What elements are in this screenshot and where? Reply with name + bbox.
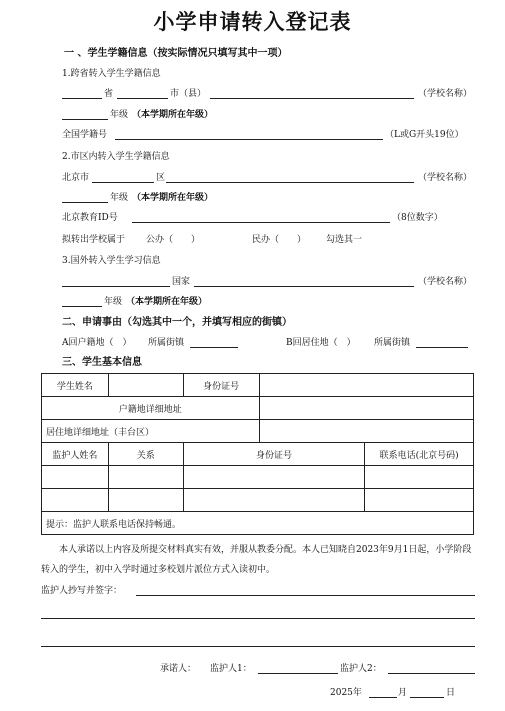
intracity-title-line bbox=[0, 150, 505, 165]
abroad-title: 3.国外转入学生学习信息 bbox=[62, 256, 161, 266]
edu-id-line bbox=[0, 211, 505, 226]
country-field[interactable] bbox=[62, 275, 170, 287]
grade-label: 年级 bbox=[110, 110, 129, 120]
relation-cell[interactable] bbox=[108, 489, 183, 512]
guardian-name-cell[interactable] bbox=[42, 489, 109, 512]
guardian2-sign-field[interactable] bbox=[388, 662, 475, 674]
id-number-label: 身份证号 bbox=[183, 374, 259, 397]
grade-field-3[interactable] bbox=[62, 295, 102, 307]
date-line bbox=[0, 686, 505, 701]
pledge-text: 本人承诺以上内容及所提交材料真实有效，并服从教委分配。本人已知晓自2023年9月1日起，小学阶段转入的学生，初中入学时通过多校划片派位方式入读初中。 bbox=[41, 545, 472, 575]
beijing-label: 北京市 bbox=[62, 173, 90, 183]
national-id-note: （L或G开头19位） bbox=[385, 130, 464, 140]
table-row bbox=[42, 466, 474, 489]
street-a-label: 所属街镇 bbox=[148, 338, 185, 348]
table-row bbox=[42, 443, 474, 466]
student-name-cell[interactable] bbox=[108, 374, 183, 397]
day-field[interactable] bbox=[410, 686, 444, 698]
abroad-title-line bbox=[0, 254, 505, 269]
residence-address-label: 居住地详细地址（丰台区） bbox=[42, 420, 260, 443]
option-a[interactable]: A回户籍地（ ） bbox=[62, 338, 132, 348]
table-row bbox=[42, 512, 474, 535]
id-number-cell[interactable] bbox=[259, 374, 473, 397]
guardian2-label: 监护人2： bbox=[340, 664, 382, 674]
grade-field-2[interactable] bbox=[62, 191, 108, 203]
province-label: 省 bbox=[104, 89, 114, 99]
edu-id-field[interactable] bbox=[132, 211, 390, 223]
interprovince-title: 1.跨省转入学生学籍信息 bbox=[62, 69, 161, 79]
guardian-id-cell[interactable] bbox=[183, 466, 365, 489]
guardian-name-label: 监护人姓名 bbox=[42, 443, 109, 466]
street-b-label: 所属街镇 bbox=[374, 338, 411, 348]
copy-line-2[interactable] bbox=[41, 618, 475, 619]
section3-heading: 三、学生基本信息 bbox=[62, 357, 142, 368]
public-option[interactable]: 公办（ ） bbox=[146, 235, 201, 245]
copy-sign-line bbox=[0, 584, 505, 599]
city-field[interactable] bbox=[117, 87, 168, 99]
city-label: 市（县） bbox=[170, 89, 207, 99]
intracity-school-line bbox=[0, 171, 505, 186]
district-label: 区 bbox=[156, 173, 166, 183]
country-label: 国家 bbox=[172, 277, 191, 287]
day-label: 日 bbox=[446, 688, 456, 698]
interprovince-title-line bbox=[0, 67, 505, 82]
school-name-label: （学校名称） bbox=[418, 89, 473, 99]
student-info-table bbox=[41, 373, 474, 535]
table-row bbox=[42, 374, 474, 397]
table-row bbox=[42, 489, 474, 512]
copy-line-3[interactable] bbox=[41, 646, 475, 647]
student-name-label: 学生姓名 bbox=[42, 374, 109, 397]
guardian-name-cell[interactable] bbox=[42, 466, 109, 489]
district-field[interactable] bbox=[92, 171, 154, 183]
phone-tip: 提示：监护人联系电话保持畅通。 bbox=[42, 512, 474, 535]
street-a-field[interactable] bbox=[190, 336, 238, 348]
option-b[interactable]: B回居住地（ ） bbox=[286, 338, 356, 348]
private-option[interactable]: 民办（ ） bbox=[252, 235, 307, 245]
guardian-id-cell[interactable] bbox=[183, 489, 365, 512]
edu-id-label: 北京教育ID号 bbox=[62, 213, 118, 223]
pledger-line bbox=[0, 662, 505, 677]
national-id-line bbox=[0, 128, 505, 143]
year-label: 2025年 bbox=[330, 688, 362, 698]
month-label: 月 bbox=[398, 688, 408, 698]
grade-label-3: 年级 bbox=[104, 297, 123, 307]
phone-cell[interactable] bbox=[365, 466, 474, 489]
relation-label: 关系 bbox=[108, 443, 183, 466]
hukou-address-cell[interactable] bbox=[259, 397, 473, 420]
section2-heading: 二、申请事由（勾选其中一个，并填写相应的街镇） bbox=[62, 317, 292, 328]
national-id-label: 全国学籍号 bbox=[62, 130, 108, 140]
street-b-field[interactable] bbox=[416, 336, 468, 348]
table-row bbox=[42, 397, 474, 420]
grade-label-2: 年级 bbox=[110, 193, 129, 203]
interprovince-school-line bbox=[0, 87, 505, 102]
interprovince-grade-line bbox=[0, 108, 505, 123]
school-name-field[interactable] bbox=[210, 87, 414, 99]
current-grade-note-2: （本学期所在年级） bbox=[132, 193, 214, 203]
school-type-line bbox=[0, 233, 505, 248]
abroad-grade-line bbox=[0, 295, 505, 310]
school-name-field-3[interactable] bbox=[194, 275, 414, 287]
intracity-title: 2.市区内转入学生学籍信息 bbox=[62, 152, 170, 162]
table-row bbox=[42, 420, 474, 443]
national-id-field[interactable] bbox=[115, 128, 383, 140]
guardian1-sign-field[interactable] bbox=[258, 662, 338, 674]
edu-id-note: （8位数字） bbox=[392, 213, 443, 223]
province-field[interactable] bbox=[62, 87, 102, 99]
school-name-field-2[interactable] bbox=[166, 171, 414, 183]
relation-cell[interactable] bbox=[108, 466, 183, 489]
month-field[interactable] bbox=[369, 686, 397, 698]
abroad-school-line bbox=[0, 275, 505, 290]
guardian1-label: 监护人1： bbox=[210, 664, 252, 674]
copy-sign-label: 监护人抄写并签字： bbox=[41, 586, 123, 596]
school-type-label: 拟转出学校属于 bbox=[62, 235, 126, 245]
form-title: 小学申请转入登记表 bbox=[153, 9, 352, 34]
reason-line bbox=[0, 336, 505, 351]
grade-field[interactable] bbox=[62, 108, 108, 120]
school-name-label-3: （学校名称） bbox=[418, 277, 473, 287]
phone-label: 联系电话(北京号码) bbox=[365, 443, 474, 466]
intracity-grade-line bbox=[0, 191, 505, 206]
current-grade-note-3: （本学期所在年级） bbox=[126, 297, 208, 307]
residence-address-cell[interactable] bbox=[259, 420, 473, 443]
section1-heading: 一 、学生学籍信息（按实际情况只填写其中一项） bbox=[64, 48, 288, 59]
choose-one-note: 勾选其一 bbox=[326, 235, 363, 245]
school-name-label-2: （学校名称） bbox=[418, 173, 473, 183]
current-grade-note: （本学期所在年级） bbox=[132, 110, 214, 120]
pledger-label: 承诺人： bbox=[160, 664, 197, 674]
phone-cell[interactable] bbox=[365, 489, 474, 512]
guardian-id-label: 身份证号 bbox=[183, 443, 365, 466]
hukou-address-label: 户籍地详细地址 bbox=[42, 397, 260, 420]
copy-sign-field[interactable] bbox=[136, 584, 475, 596]
